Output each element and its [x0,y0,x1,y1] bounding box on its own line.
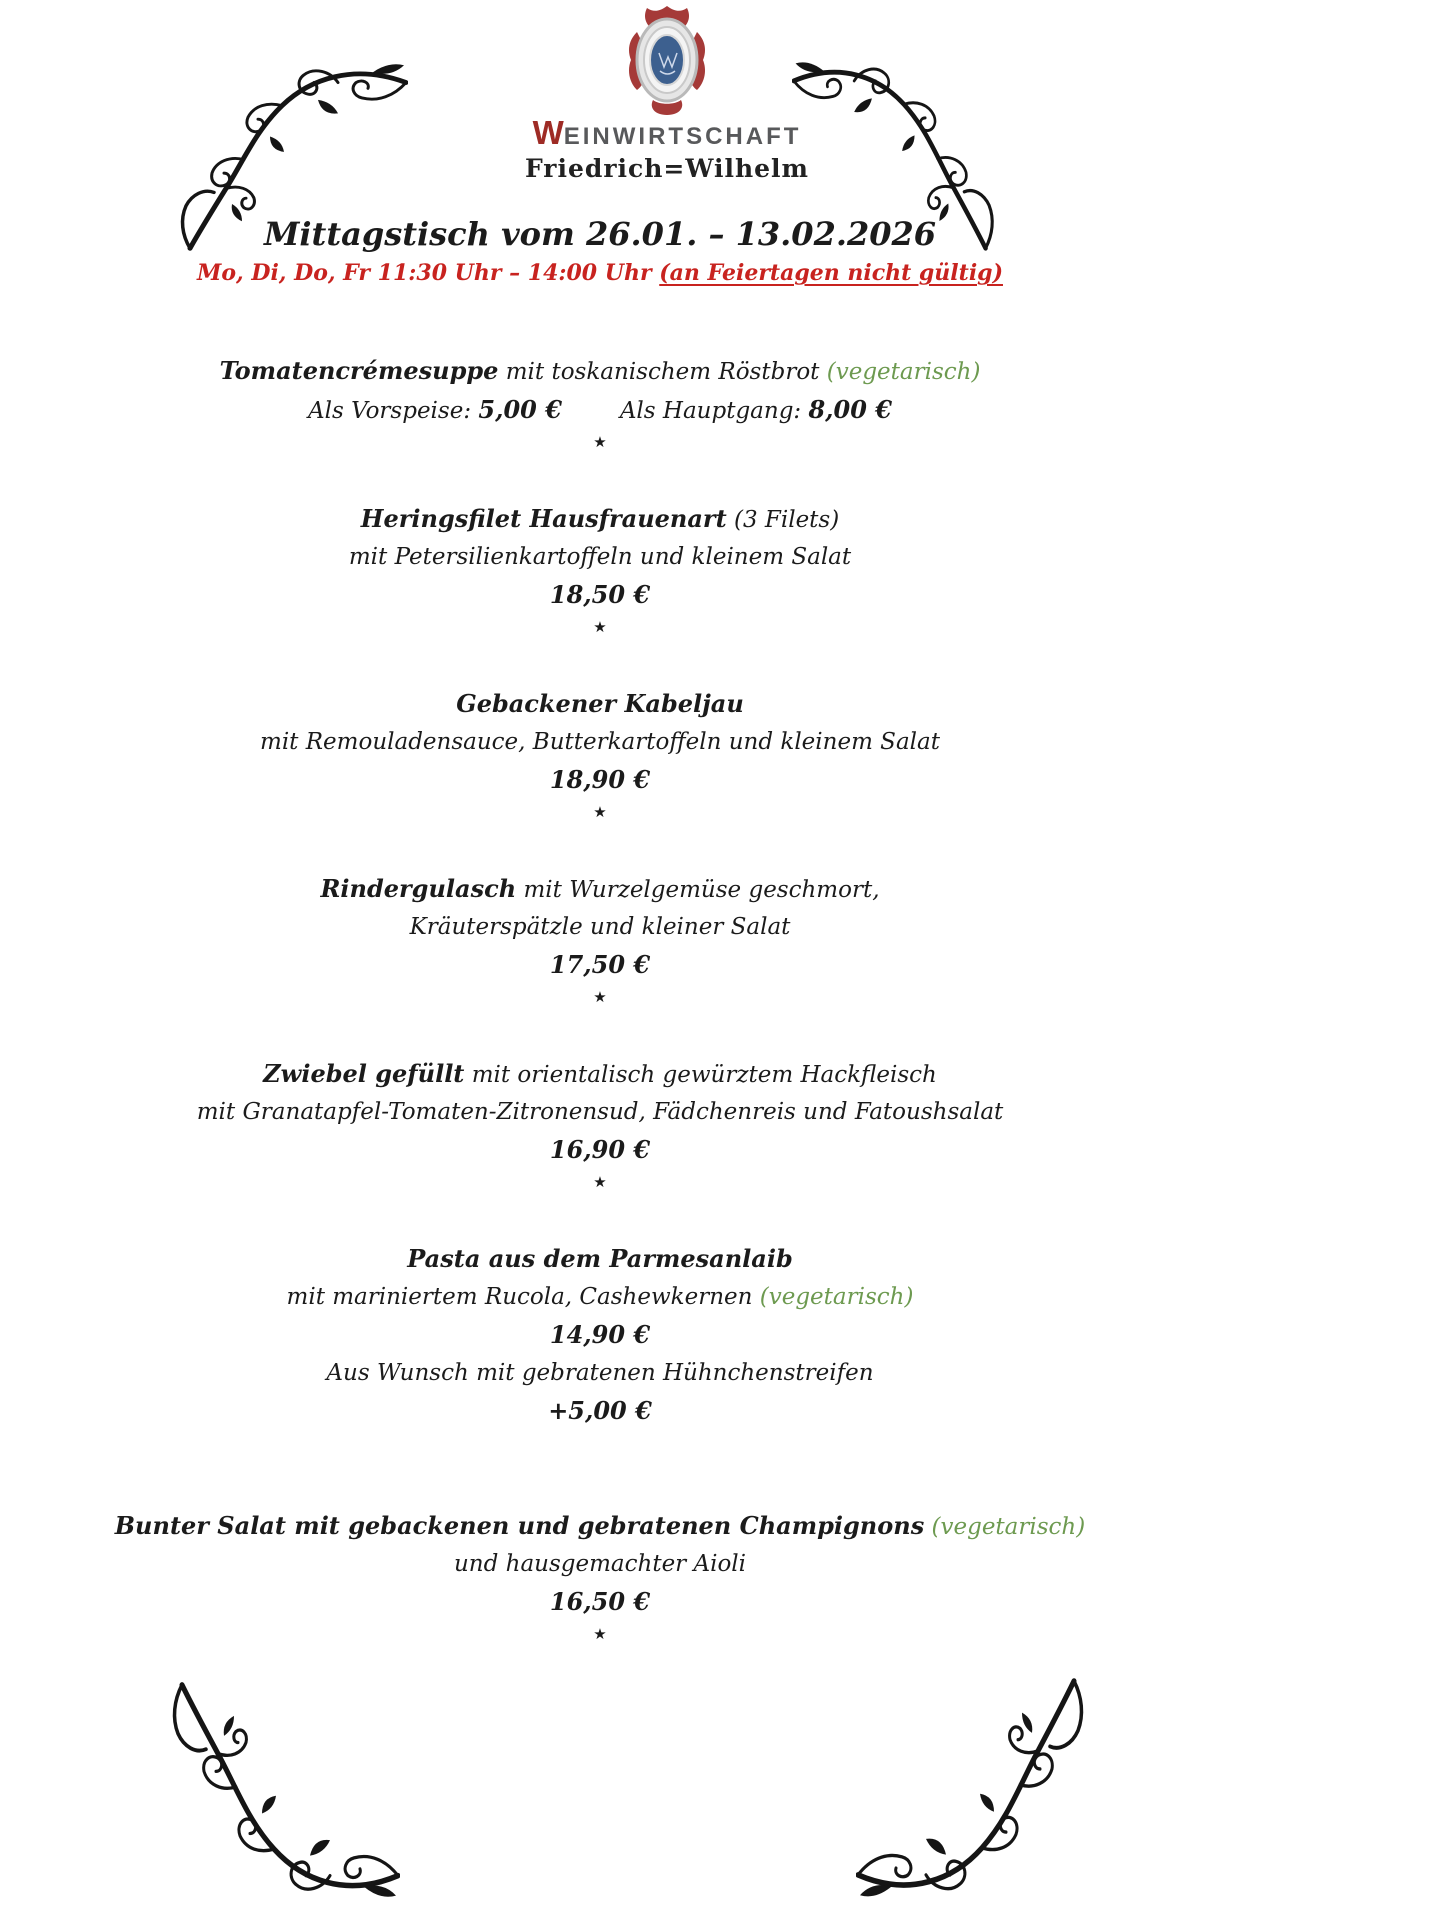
dish-title-line [0,1055,1200,1094]
section-separator-star: ★ [593,803,607,821]
section-separator-star: ★ [593,618,607,636]
logo [67,4,1267,184]
brand-rest: EINWIRTSCHAFT [563,123,802,150]
dish-price: 16,90 € [549,1135,651,1164]
brand-subtitle: Friedrich=Wilhelm [524,154,810,183]
dish-description: mit Remouladensauce, Butterkartoffeln und kleinem Salat [260,729,940,755]
dish-name: Heringsfilet Hausfrauenart [360,504,727,533]
main-course-price-value: 8,00 € [808,395,892,424]
dish-price-line [0,761,1200,800]
dish-price-line [0,1316,1200,1355]
dish-title-line [0,1507,1200,1546]
dish-name: Tomatencrémesuppe [219,356,499,385]
dish-price: 16,50 € [549,1587,651,1616]
menu-item-bunter-salat [0,1507,1200,1646]
menu-item-rindergulasch [0,870,1200,1009]
flourish-icon [150,1676,400,1920]
main-course-price [620,391,892,430]
brand-name [67,116,1267,154]
dish-price-line [0,576,1200,615]
dish-title-line [0,500,1200,539]
dish-title-line [0,1240,1200,1279]
dish-description [0,1279,1200,1316]
section-separator-star: ★ [593,1625,607,1643]
dish-title-line [0,352,1200,391]
dish-description: mit orientalisch gewürztem Hackfleisch [471,1062,937,1088]
dish-price-line [0,946,1200,985]
starter-price-value: 5,00 € [478,395,562,424]
section-separator-star: ★ [593,433,607,451]
dish-name: Rindergulasch [320,874,517,903]
vegetarian-tag: (vegetarisch) [826,359,981,385]
menu-item-pasta-parmesanlaib [0,1240,1200,1431]
dish-price-line [0,1583,1200,1622]
corner-flourish-bottom-left [150,1676,400,1920]
vegetarian-tag: (vegetarisch) [931,1514,1086,1540]
dish-price: 14,90 € [549,1320,651,1349]
schedule-line [0,256,1200,290]
schedule-hours: Mo, Di, Do, Fr 11:30 Uhr – 14:00 Uhr [197,260,652,286]
dish-name: Bunter Salat mit gebackenen und gebratenen Champignons [114,1511,925,1540]
main-course-price-label: Als Hauptgang: [619,398,802,424]
dish-name: Gebackener Kabeljau [456,689,744,718]
section-separator-star: ★ [593,1173,607,1191]
starter-price [308,391,562,430]
menu-item-heringsfilet [0,500,1200,639]
dish-price-line [0,1131,1200,1170]
flourish-icon [856,1672,1106,1920]
dish-description-text: mit mariniertem Rucola, Cashewkernen [286,1284,753,1310]
dish-title-line [0,870,1200,909]
dish-name-note: (3 Filets) [733,507,840,533]
dish-name: Pasta aus dem Parmesanlaib [407,1244,793,1273]
dish-price: 17,50 € [549,950,651,979]
section-separator-star: ★ [593,988,607,1006]
dish-description: mit toskanischem Röstbrot [505,359,820,385]
dish-name: Zwiebel gefüllt [263,1059,465,1088]
corner-flourish-bottom-right [856,1672,1106,1920]
dish-description: und hausgemachter Aioli [453,1551,747,1577]
dish-description-2: mit Granatapfel-Tomaten-Zitronensud, Fädchenreis und Fatoushsalat [196,1099,1004,1125]
dish-option-price: +5,00 € [548,1396,652,1425]
vegetarian-tag: (vegetarisch) [759,1284,914,1310]
dish-option-price-line [0,1392,1200,1431]
dish-description-2: Kräuterspätzle und kleiner Salat [409,914,791,940]
menu-item-zwiebel-gefuellt [0,1055,1200,1194]
menu-item-kabeljau [0,685,1200,824]
dish-title-line [0,685,1200,724]
winery-crest-icon [623,4,711,116]
dish-description: mit Petersilienkartoffeln und kleinem Salat [348,544,852,570]
dish-price-row [308,391,892,430]
dish-option-line: Aus Wunsch mit gebratenen Hühnchenstreifen [326,1360,874,1386]
dish-description: mit Wurzelgemüse geschmort, [523,877,880,903]
starter-price-label: Als Vorspeise: [308,398,472,424]
menu-item-tomatencremesuppe [0,352,1200,454]
brand-initial: W [532,114,564,151]
schedule-holiday-note: (an Feiertagen nicht gültig) [659,260,1003,286]
dish-price: 18,90 € [549,765,651,794]
dish-price: 18,50 € [549,580,651,609]
page-title: Mittagstisch vom 26.01. – 13.02.2026 [263,215,937,253]
